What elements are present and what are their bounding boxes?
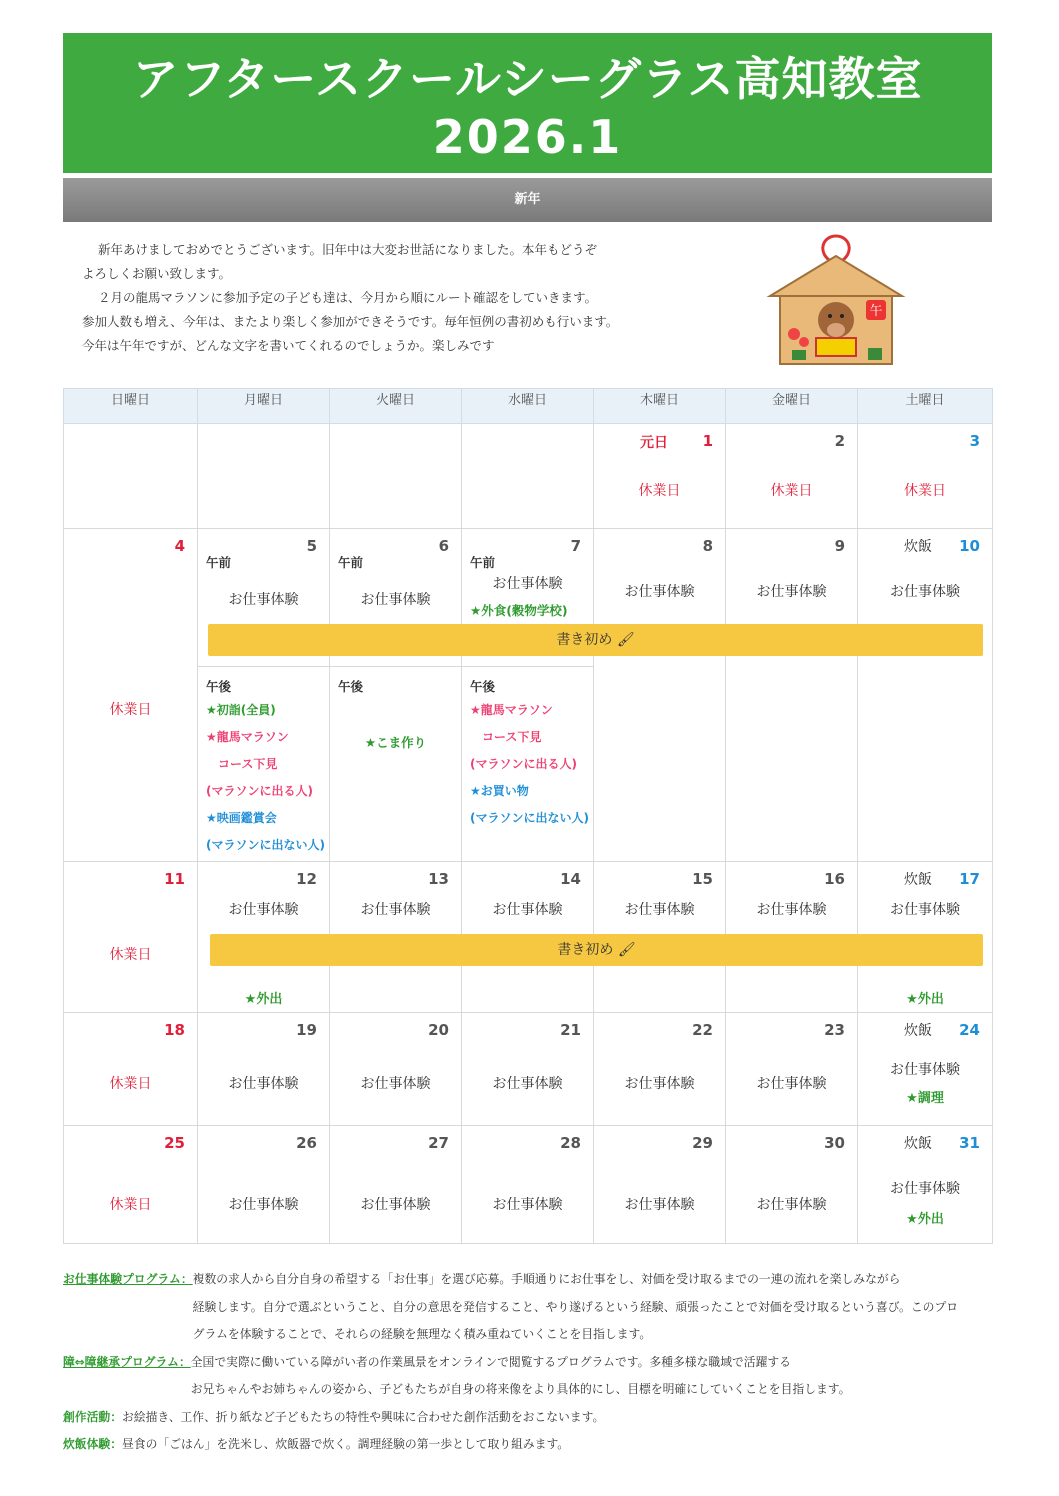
closed-label: 休業日 xyxy=(109,947,152,963)
pm-events xyxy=(206,697,325,859)
day-number: 27 xyxy=(428,1134,449,1152)
pm-label: 午後 xyxy=(338,679,364,694)
am-label: 午前 xyxy=(206,555,232,570)
day-cell xyxy=(858,424,993,529)
am-label: 午前 xyxy=(338,555,364,570)
am-label: 午前 xyxy=(470,555,496,570)
day-number: 12 xyxy=(296,870,317,888)
day-number: 28 xyxy=(560,1134,581,1152)
weekday-header: 金曜日 xyxy=(726,389,858,424)
intro-line: よろしくお願い致します。 xyxy=(82,266,232,281)
intro-line: 新年あけましておめでとうございます。旧年中は大変お世話になりました。本年もどうぞ xyxy=(98,242,598,257)
closed-label: 休業日 xyxy=(109,1076,152,1092)
event-item: (マラソンに出ない人) xyxy=(470,811,589,825)
closed-label: 休業日 xyxy=(904,483,946,499)
weekday-header: 木曜日 xyxy=(594,389,726,424)
event-item: ★外出 xyxy=(906,1212,944,1227)
program-title: 創作活動： xyxy=(63,1409,122,1424)
month-title: 2026.1 xyxy=(432,110,623,164)
day-number: 15 xyxy=(692,870,713,888)
work-label: お仕事体験 xyxy=(890,902,960,918)
day-cell-empty xyxy=(64,424,198,529)
program-line: 昼食の「ごはん」を洗米し、炊飯器で炊く。調理経験の第一歩として取り組みます。 xyxy=(122,1437,570,1451)
work-label: お仕事体験 xyxy=(890,584,960,600)
day-cell-empty xyxy=(462,424,594,529)
intro-text xyxy=(82,238,722,358)
work-label: お仕事体験 xyxy=(228,1197,299,1213)
work-label: お仕事体験 xyxy=(624,1076,695,1092)
work-label: お仕事体験 xyxy=(890,1181,960,1197)
day-cell-empty xyxy=(330,424,462,529)
ema-kanji: 午 xyxy=(869,304,883,319)
work-label: お仕事体験 xyxy=(228,1076,299,1092)
day-cell xyxy=(64,862,198,1013)
day-number: 23 xyxy=(824,1021,845,1039)
work-label: お仕事体験 xyxy=(228,902,299,918)
intro-line: 今年は午年ですが、どんな文字を書いてくれるのでしょうか。楽しみです xyxy=(82,338,495,353)
work-label: お仕事体験 xyxy=(228,592,299,608)
work-label: お仕事体験 xyxy=(624,1197,695,1213)
day-cell xyxy=(594,424,726,529)
page-header xyxy=(63,33,992,173)
program-title: お仕事体験プログラム： xyxy=(63,1272,193,1286)
closed-label: 休業日 xyxy=(638,483,681,499)
work-label: お仕事体験 xyxy=(890,1062,960,1078)
day-cell xyxy=(462,1126,594,1244)
closed-label: 休業日 xyxy=(770,483,813,499)
day-cell xyxy=(594,1013,726,1126)
day-cell xyxy=(726,529,858,862)
day-number: 1 xyxy=(702,432,713,450)
work-label: お仕事体験 xyxy=(360,902,431,918)
day-number: 11 xyxy=(164,870,185,888)
rice-label: 炊飯 xyxy=(904,872,932,888)
work-label: お仕事体験 xyxy=(756,1076,827,1092)
program-line: 経験します。自分で選ぶということ、自分の意思を発信すること、やり遂げるという経験、頑張ったことで対価を受け取るという喜び。このプロ xyxy=(192,1299,959,1314)
weekday-header: 火曜日 xyxy=(330,389,462,424)
rice-label: 炊飯 xyxy=(904,1136,932,1152)
work-label: お仕事体験 xyxy=(360,1197,431,1213)
program-line: お兄ちゃんやお姉ちゃんの姿から、子どもたちが自身の将来像をより具体的にし、目標を明確にしていくことを目指します。 xyxy=(190,1382,851,1396)
subtitle-bar: 新年 xyxy=(63,178,992,222)
day-cell xyxy=(64,1013,198,1126)
pm-events xyxy=(470,697,589,832)
calendar-table xyxy=(63,388,993,1244)
day-cell xyxy=(330,1013,462,1126)
day-cell xyxy=(726,1013,858,1126)
day-number: 25 xyxy=(164,1134,185,1152)
day-cell-empty xyxy=(198,424,330,529)
day-cell xyxy=(198,1013,330,1126)
day-cell xyxy=(462,1013,594,1126)
day-cell xyxy=(198,1126,330,1244)
pm-label: 午後 xyxy=(206,679,232,694)
work-label: お仕事体験 xyxy=(624,584,695,600)
work-label: お仕事体験 xyxy=(492,1197,563,1213)
event-item: コース下見 xyxy=(470,730,542,744)
day-number: 20 xyxy=(428,1021,449,1039)
day-number: 16 xyxy=(824,870,845,888)
day-number: 24 xyxy=(959,1021,980,1039)
rice-label: 炊飯 xyxy=(904,539,932,555)
holiday-label: 元日 xyxy=(640,435,668,451)
closed-label: 休業日 xyxy=(109,702,152,718)
day-number: 9 xyxy=(834,537,845,555)
weekday-header: 水曜日 xyxy=(462,389,594,424)
event-item: (マラソンに出る人) xyxy=(206,784,313,798)
work-label: お仕事体験 xyxy=(492,576,563,592)
day-number: 30 xyxy=(824,1134,845,1152)
day-number: 4 xyxy=(174,537,185,555)
day-number: 7 xyxy=(570,537,581,555)
day-cell xyxy=(64,1126,198,1244)
day-number: 21 xyxy=(560,1021,581,1039)
program-title: 障⇔障継承プログラム： xyxy=(63,1354,191,1369)
day-number: 17 xyxy=(959,870,980,888)
program-work xyxy=(63,1266,992,1349)
weekday-header: 日曜日 xyxy=(64,389,198,424)
program-title: 炊飯体験： xyxy=(63,1437,122,1451)
work-label: お仕事体験 xyxy=(360,592,431,608)
event-item: ★外食(穀物学校) xyxy=(470,603,568,618)
event-item: (マラソンに出ない人) xyxy=(206,838,325,852)
work-label: お仕事体験 xyxy=(756,584,827,600)
event-item: コース下見 xyxy=(206,757,278,771)
day-number: 10 xyxy=(959,537,980,555)
day-cell xyxy=(462,529,594,862)
event-item: ★調理 xyxy=(906,1091,944,1106)
day-number: 6 xyxy=(438,537,449,555)
work-label: お仕事体験 xyxy=(756,902,827,918)
intro-line: 参加人数も増え、今年は、またより楽しく参加ができそうです。毎年恒例の書初めも行います。 xyxy=(82,314,619,329)
day-number: 31 xyxy=(959,1134,980,1152)
event-item: ★外出 xyxy=(244,992,283,1007)
weekday-header: 土曜日 xyxy=(858,389,993,424)
work-label: お仕事体験 xyxy=(492,902,563,918)
event-item: ★龍馬マラソン xyxy=(206,730,289,744)
day-number: 8 xyxy=(702,537,713,555)
work-label: お仕事体験 xyxy=(756,1197,827,1213)
day-number: 14 xyxy=(560,870,581,888)
event-item: ★初詣(全員) xyxy=(206,703,276,717)
event-item: ★こま作り xyxy=(364,735,427,750)
work-label: お仕事体験 xyxy=(624,902,695,918)
program-line: 全国で実際に働いている障がい者の作業風景をオンラインで閲覧するプログラムです。多種多様な職域で活躍する xyxy=(190,1354,791,1369)
day-number: 2 xyxy=(834,432,845,450)
day-number: 22 xyxy=(692,1021,713,1039)
day-cell xyxy=(858,1013,993,1126)
day-number: 29 xyxy=(692,1134,713,1152)
day-number: 3 xyxy=(969,432,980,450)
program-line: グラムを体験することで、それらの経験を無理なく積み重ねていくことを目指します。 xyxy=(192,1327,652,1341)
event-item: ★龍馬マラソン xyxy=(470,703,553,717)
program-line: 複数の求人から自分自身の希望する「お仕事」を選び応募。手順通りにお仕事をし、対価を受け取るまでの一連の流れを楽しみながら xyxy=(192,1272,901,1286)
day-number: 18 xyxy=(164,1021,185,1039)
program-rice xyxy=(63,1431,992,1459)
program-creative xyxy=(63,1404,992,1432)
program-line: お絵描き、工作、折り紙など子どもたちの特性や興味に合わせた創作活動をおこないます。 xyxy=(122,1409,605,1424)
day-cell xyxy=(858,1126,993,1244)
rice-label: 炊飯 xyxy=(904,1023,932,1039)
program-descriptions xyxy=(63,1266,992,1459)
pm-label: 午後 xyxy=(470,679,496,694)
day-cell xyxy=(330,1126,462,1244)
day-number: 19 xyxy=(296,1021,317,1039)
closed-label: 休業日 xyxy=(109,1197,152,1213)
day-cell xyxy=(330,529,462,862)
event-item: ★外出 xyxy=(906,992,944,1007)
event-item: (マラソンに出る人) xyxy=(470,757,577,771)
day-cell xyxy=(198,529,330,862)
work-label: お仕事体験 xyxy=(360,1076,431,1092)
day-cell xyxy=(726,1126,858,1244)
work-label: お仕事体験 xyxy=(492,1076,563,1092)
day-number: 13 xyxy=(428,870,449,888)
ema-horse-illustration xyxy=(766,234,906,368)
kakizome-banner: 書き初め 🖌 xyxy=(208,624,983,656)
day-cell xyxy=(726,424,858,529)
event-item: ★映画鑑賞会 xyxy=(206,811,277,825)
day-cell xyxy=(594,1126,726,1244)
event-item: ★お買い物 xyxy=(470,784,529,798)
day-number: 26 xyxy=(296,1134,317,1152)
day-cell xyxy=(594,529,726,862)
day-cell xyxy=(64,529,198,862)
day-number: 5 xyxy=(306,537,317,555)
kakizome-banner: 書き初め 🖌 xyxy=(210,934,983,966)
page-title: アフタースクールシーグラス高知教室 xyxy=(132,52,923,106)
day-cell xyxy=(858,529,993,862)
program-inherit xyxy=(63,1349,992,1404)
weekday-header: 月曜日 xyxy=(198,389,330,424)
intro-line: ２月の龍馬マラソンに参加予定の子ども達は、今月から順にルート確認をしていきます。 xyxy=(98,290,598,305)
